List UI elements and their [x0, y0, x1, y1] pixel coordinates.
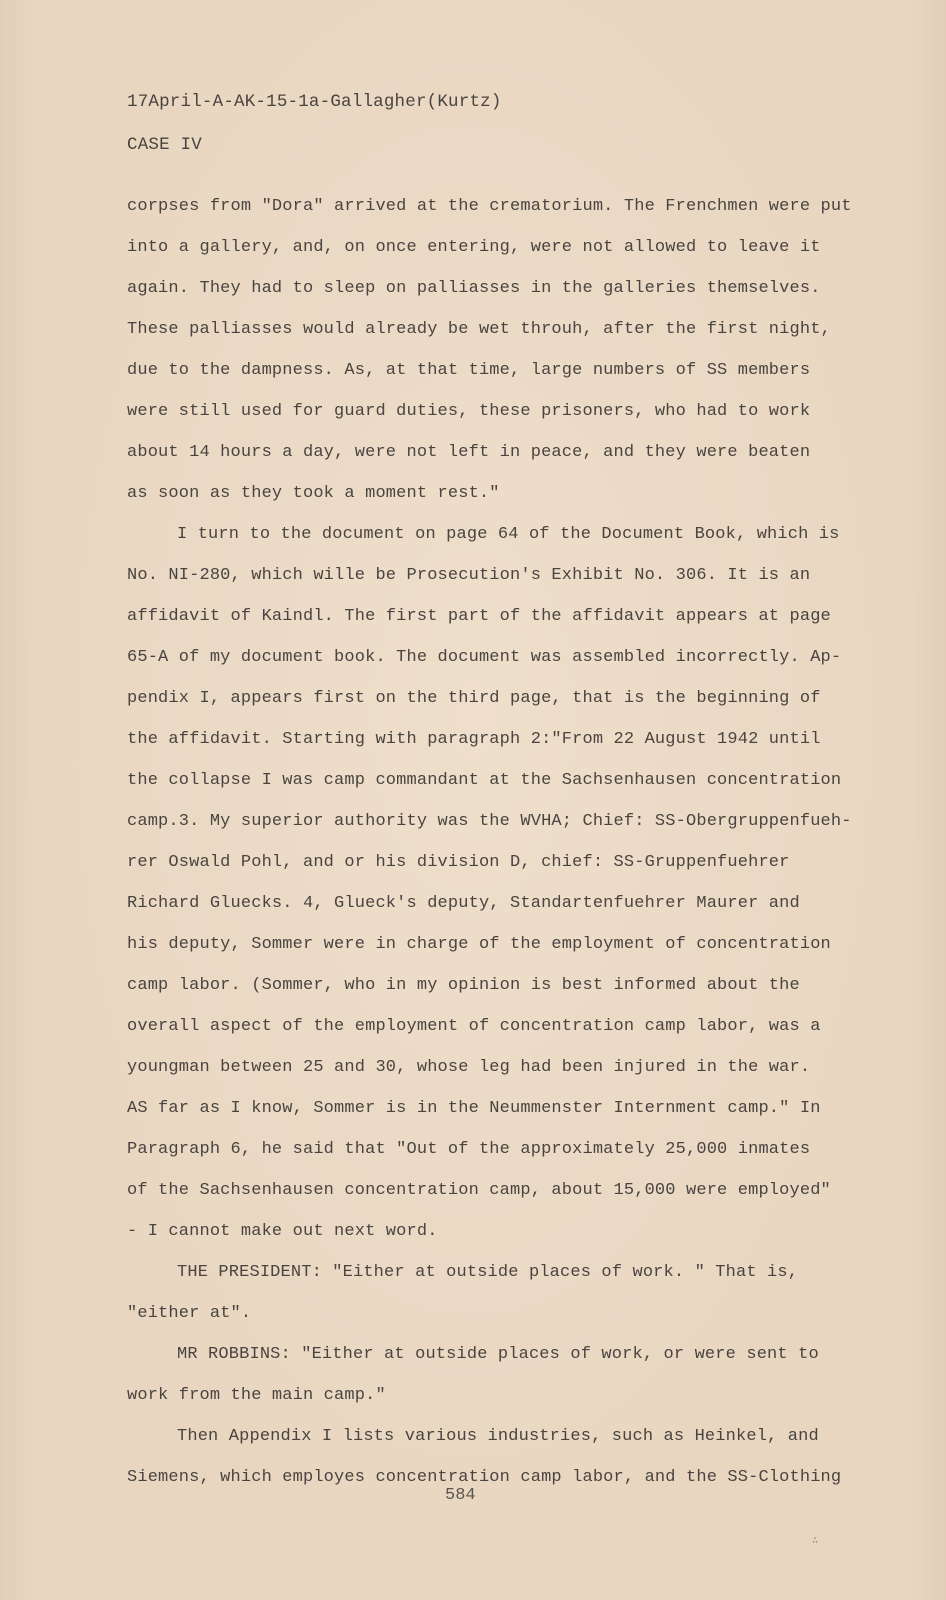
text-line: work from the main camp." [127, 1386, 386, 1405]
text-line: affidavit of Kaindl. The first part of the affidavit appears at page [127, 607, 831, 626]
text-line: 65-A of my document book. The document was assembled incorrectly. Ap- [127, 648, 842, 667]
text-line: his deputy, Sommer were in charge of the employment of concentration [127, 935, 831, 954]
text-line: of the Sachsenhausen concentration camp, about 15,000 were employed" [127, 1181, 831, 1200]
text-line: "either at". [127, 1304, 252, 1323]
text-line: AS far as I know, Sommer is in the Neummenster Internment camp." In [127, 1099, 821, 1118]
text-line: into a gallery, and, on once entering, were not allowed to leave it [127, 238, 821, 257]
text-line: youngman between 25 and 30, whose leg had been injured in the war. [127, 1058, 811, 1077]
text-line: the affidavit. Starting with paragraph 2:"From 22 August 1942 until [127, 730, 821, 749]
text-line: These palliasses would already be wet throuh, after the first night, [127, 320, 831, 339]
text-line: the collapse I was camp commandant at the Sachsenhausen concentration [127, 771, 842, 790]
text-line: MR ROBBINS: "Either at outside places of work, or were sent to [177, 1345, 819, 1364]
document-reference: 17April-A-AK-15-1a-Gallagher(Kurtz) [127, 92, 502, 112]
text-line: again. They had to sleep on palliasses in the galleries themselves. [127, 279, 821, 298]
text-line: about 14 hours a day, were not left in peace, and they were beaten [127, 443, 811, 462]
text-line: I turn to the document on page 64 of the Document Book, which is [177, 525, 840, 544]
text-line: camp.3. My superior authority was the WVHA; Chief: SS-Obergruppenfueh- [127, 812, 852, 831]
text-line: as soon as they took a moment rest." [127, 484, 500, 503]
text-line: overall aspect of the employment of concentration camp labor, was a [127, 1017, 821, 1036]
text-line: Richard Gluecks. 4, Glueck's deputy, Standartenfuehrer Maurer and [127, 894, 800, 913]
text-line: camp labor. (Sommer, who in my opinion is best informed about the [127, 976, 800, 995]
text-line: No. NI-280, which wille be Prosecution's Exhibit No. 306. It is an [127, 566, 811, 585]
text-line: pendix I, appears first on the third page, that is the beginning of [127, 689, 821, 708]
case-label: CASE IV [127, 135, 202, 155]
text-line: Paragraph 6, he said that "Out of the approximately 25,000 inmates [127, 1140, 811, 1159]
text-line: corpses from "Dora" arrived at the crematorium. The Frenchmen were put [127, 197, 852, 216]
text-line: due to the dampness. As, at that time, large numbers of SS members [127, 361, 811, 380]
text-line: Siemens, which employes concentration camp labor, and the SS-Clothing [127, 1468, 842, 1487]
transcript-body [127, 186, 857, 1498]
text-line: - I cannot make out next word. [127, 1222, 438, 1241]
text-line: Then Appendix I lists various industries, such as Heinkel, and [177, 1427, 819, 1446]
text-line: rer Oswald Pohl, and or his division D, chief: SS-Gruppenfuehrer [127, 853, 790, 872]
text-line: THE PRESIDENT: "Either at outside places of work. " That is, [177, 1263, 799, 1282]
page-number: 584 [445, 1486, 476, 1505]
paper-speck: ∴ [812, 1536, 819, 1547]
text-line: were still used for guard duties, these prisoners, who had to work [127, 402, 811, 421]
